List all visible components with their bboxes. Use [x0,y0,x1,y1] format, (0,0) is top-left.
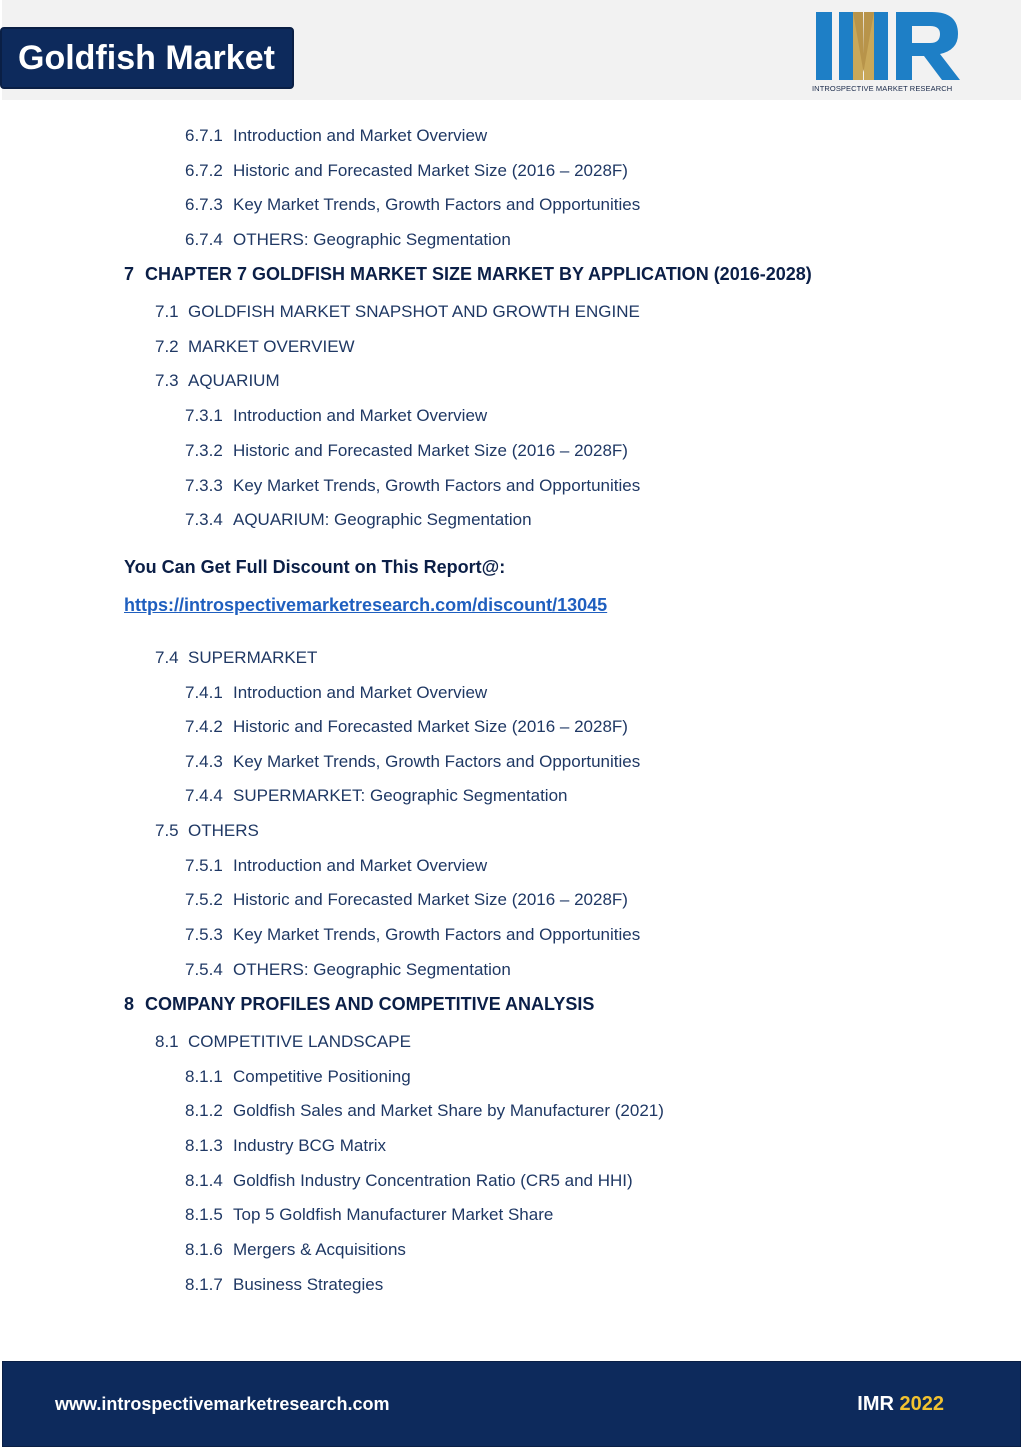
toc-entry-number: 7.5.1 [185,856,223,875]
toc-entry-title: COMPETITIVE LANDSCAPE [188,1032,411,1051]
toc-entry-number: 7 [124,264,135,284]
toc-entry-title: GOLDFISH MARKET SNAPSHOT AND GROWTH ENGINE [188,302,640,321]
toc-entry-number: 7.1 [155,302,179,321]
toc-section [155,1032,411,1052]
footer-year: 2022 [899,1393,944,1415]
toc-entry [185,476,640,496]
toc-entry-number: 8.1 [155,1032,179,1051]
page-title: Goldfish Market [0,27,294,89]
toc-section [155,821,259,841]
toc-entry-number: 6.7.1 [185,126,223,145]
toc-entry-number: 7.3.4 [185,510,223,529]
toc-entry-title: Industry BCG Matrix [233,1136,387,1155]
toc-entry-number: 7.3.3 [185,476,223,495]
toc-entry [185,752,640,772]
toc-entry [185,786,568,806]
toc-entry [185,1067,411,1087]
toc-entry-title: SUPERMARKET: Geographic Segmentation [233,786,568,805]
toc-chapter-heading [124,264,812,285]
toc-entry-title: Key Market Trends, Growth Factors and Opportunities [233,925,641,944]
discount-link[interactable]: https://introspectivemarketresearch.com/discount/13045 [124,595,608,615]
toc-entry-title: OTHERS: Geographic Segmentation [233,960,511,979]
toc-entry-number: 6.7.4 [185,230,223,249]
toc-entry-number: 7.5.2 [185,890,223,909]
toc-entry-title: Historic and Forecasted Market Size (2016 – 2028F) [233,717,628,736]
footer-website: www.introspectivemarketresearch.com [55,1394,390,1414]
footer-brand [857,1393,944,1416]
toc-chapter-heading [124,994,594,1015]
toc-entry-number: 7.3.2 [185,441,223,460]
toc-entry-title: Key Market Trends, Growth Factors and Opportunities [233,195,641,214]
toc-entry-number: 7.4.3 [185,752,223,771]
toc-entry [185,1136,386,1156]
toc-entry [185,161,628,181]
logo-tagline: INTROSPECTIVE MARKET RESEARCH [812,84,953,93]
toc-entry-title: Introduction and Market Overview [233,406,488,425]
toc-entry-number: 6.7.2 [185,161,223,180]
toc-entry-title: Competitive Positioning [233,1067,411,1086]
toc-entry-number: 6.7.3 [185,195,223,214]
toc-entry [185,195,640,215]
toc-entry-title: Historic and Forecasted Market Size (2016 – 2028F) [233,890,628,909]
toc-entry [185,925,640,945]
toc-entry-title: OTHERS: Geographic Segmentation [233,230,511,249]
toc-entry [185,230,511,250]
toc-entry-number: 7.2 [155,337,179,356]
toc-entry-number: 7.3 [155,371,179,390]
toc-section [155,371,280,391]
toc-entry-number: 7.4 [155,648,179,667]
toc-entry-title: Historic and Forecasted Market Size (2016 – 2028F) [233,441,628,460]
toc-entry [185,441,628,461]
toc-entry-number: 8.1.7 [185,1275,223,1294]
toc-entry-number: 7.5.4 [185,960,223,979]
toc-entry-title: Introduction and Market Overview [233,126,488,145]
toc-entry [185,856,487,876]
toc-entry-title: Historic and Forecasted Market Size (2016 – 2028F) [233,161,628,180]
toc-section [155,302,640,322]
toc-entry [185,960,511,980]
toc-entry-title: Introduction and Market Overview [233,683,488,702]
toc-entry-title: Key Market Trends, Growth Factors and Opportunities [233,476,641,495]
toc-entry-number: 8.1.2 [185,1101,223,1120]
toc-section [155,337,355,357]
toc-entry-title: CHAPTER 7 GOLDFISH MARKET SIZE MARKET BY APPLICATION (2016-2028) [145,264,812,284]
discount-label: You Can Get Full Discount on This Report@: [124,557,506,577]
toc-entry [185,1101,664,1121]
imr-logo-mark [812,10,964,82]
imr-logo [812,10,964,96]
toc-entry-number: 8.1.3 [185,1136,223,1155]
toc-entry [185,1205,553,1225]
toc-entry-number: 8.1.4 [185,1171,223,1190]
footer [2,1361,1021,1447]
toc-entry-title: COMPANY PROFILES AND COMPETITIVE ANALYSIS [145,994,595,1014]
toc-entry-title: Key Market Trends, Growth Factors and Opportunities [233,752,641,771]
toc-entry-title: Top 5 Goldfish Manufacturer Market Share [233,1205,554,1224]
toc-entry-title: OTHERS [188,821,259,840]
toc-entry-number: 8.1.1 [185,1067,223,1086]
toc-entry [185,717,628,737]
toc-entry-number: 7.3.1 [185,406,223,425]
footer-brand-name: IMR [857,1393,894,1415]
toc-entry-number: 7.4.1 [185,683,223,702]
toc-entry-number: 7.4.4 [185,786,223,805]
toc-section [155,648,317,668]
toc-entry [185,1171,633,1191]
toc-entry-title: AQUARIUM: Geographic Segmentation [233,510,532,529]
toc-entry-title: Goldfish Industry Concentration Ratio (CR5 and HHI) [233,1171,633,1190]
toc-entry-title: Goldfish Sales and Market Share by Manufacturer (2021) [233,1101,664,1120]
toc-entry-title: AQUARIUM [188,371,280,390]
toc-entry [185,510,532,530]
toc-entry [185,126,487,146]
toc-entry-number: 7.5.3 [185,925,223,944]
toc-entry-number: 8.1.6 [185,1240,223,1259]
toc-entry [185,1275,383,1295]
toc-entry [185,683,487,703]
toc-entry-title: SUPERMARKET [188,648,318,667]
toc-entry-title: MARKET OVERVIEW [188,337,355,356]
toc-entry-number: 8.1.5 [185,1205,223,1224]
toc-entry-title: Introduction and Market Overview [233,856,488,875]
toc-entry [185,406,487,426]
toc-entry [185,890,628,910]
toc-entry-title: Business Strategies [233,1275,384,1294]
toc-entry-number: 8 [124,994,135,1014]
toc-entry-number: 7.4.2 [185,717,223,736]
toc-entry [185,1240,406,1260]
toc-entry-title: Mergers & Acquisitions [233,1240,406,1259]
toc-entry-number: 7.5 [155,821,179,840]
